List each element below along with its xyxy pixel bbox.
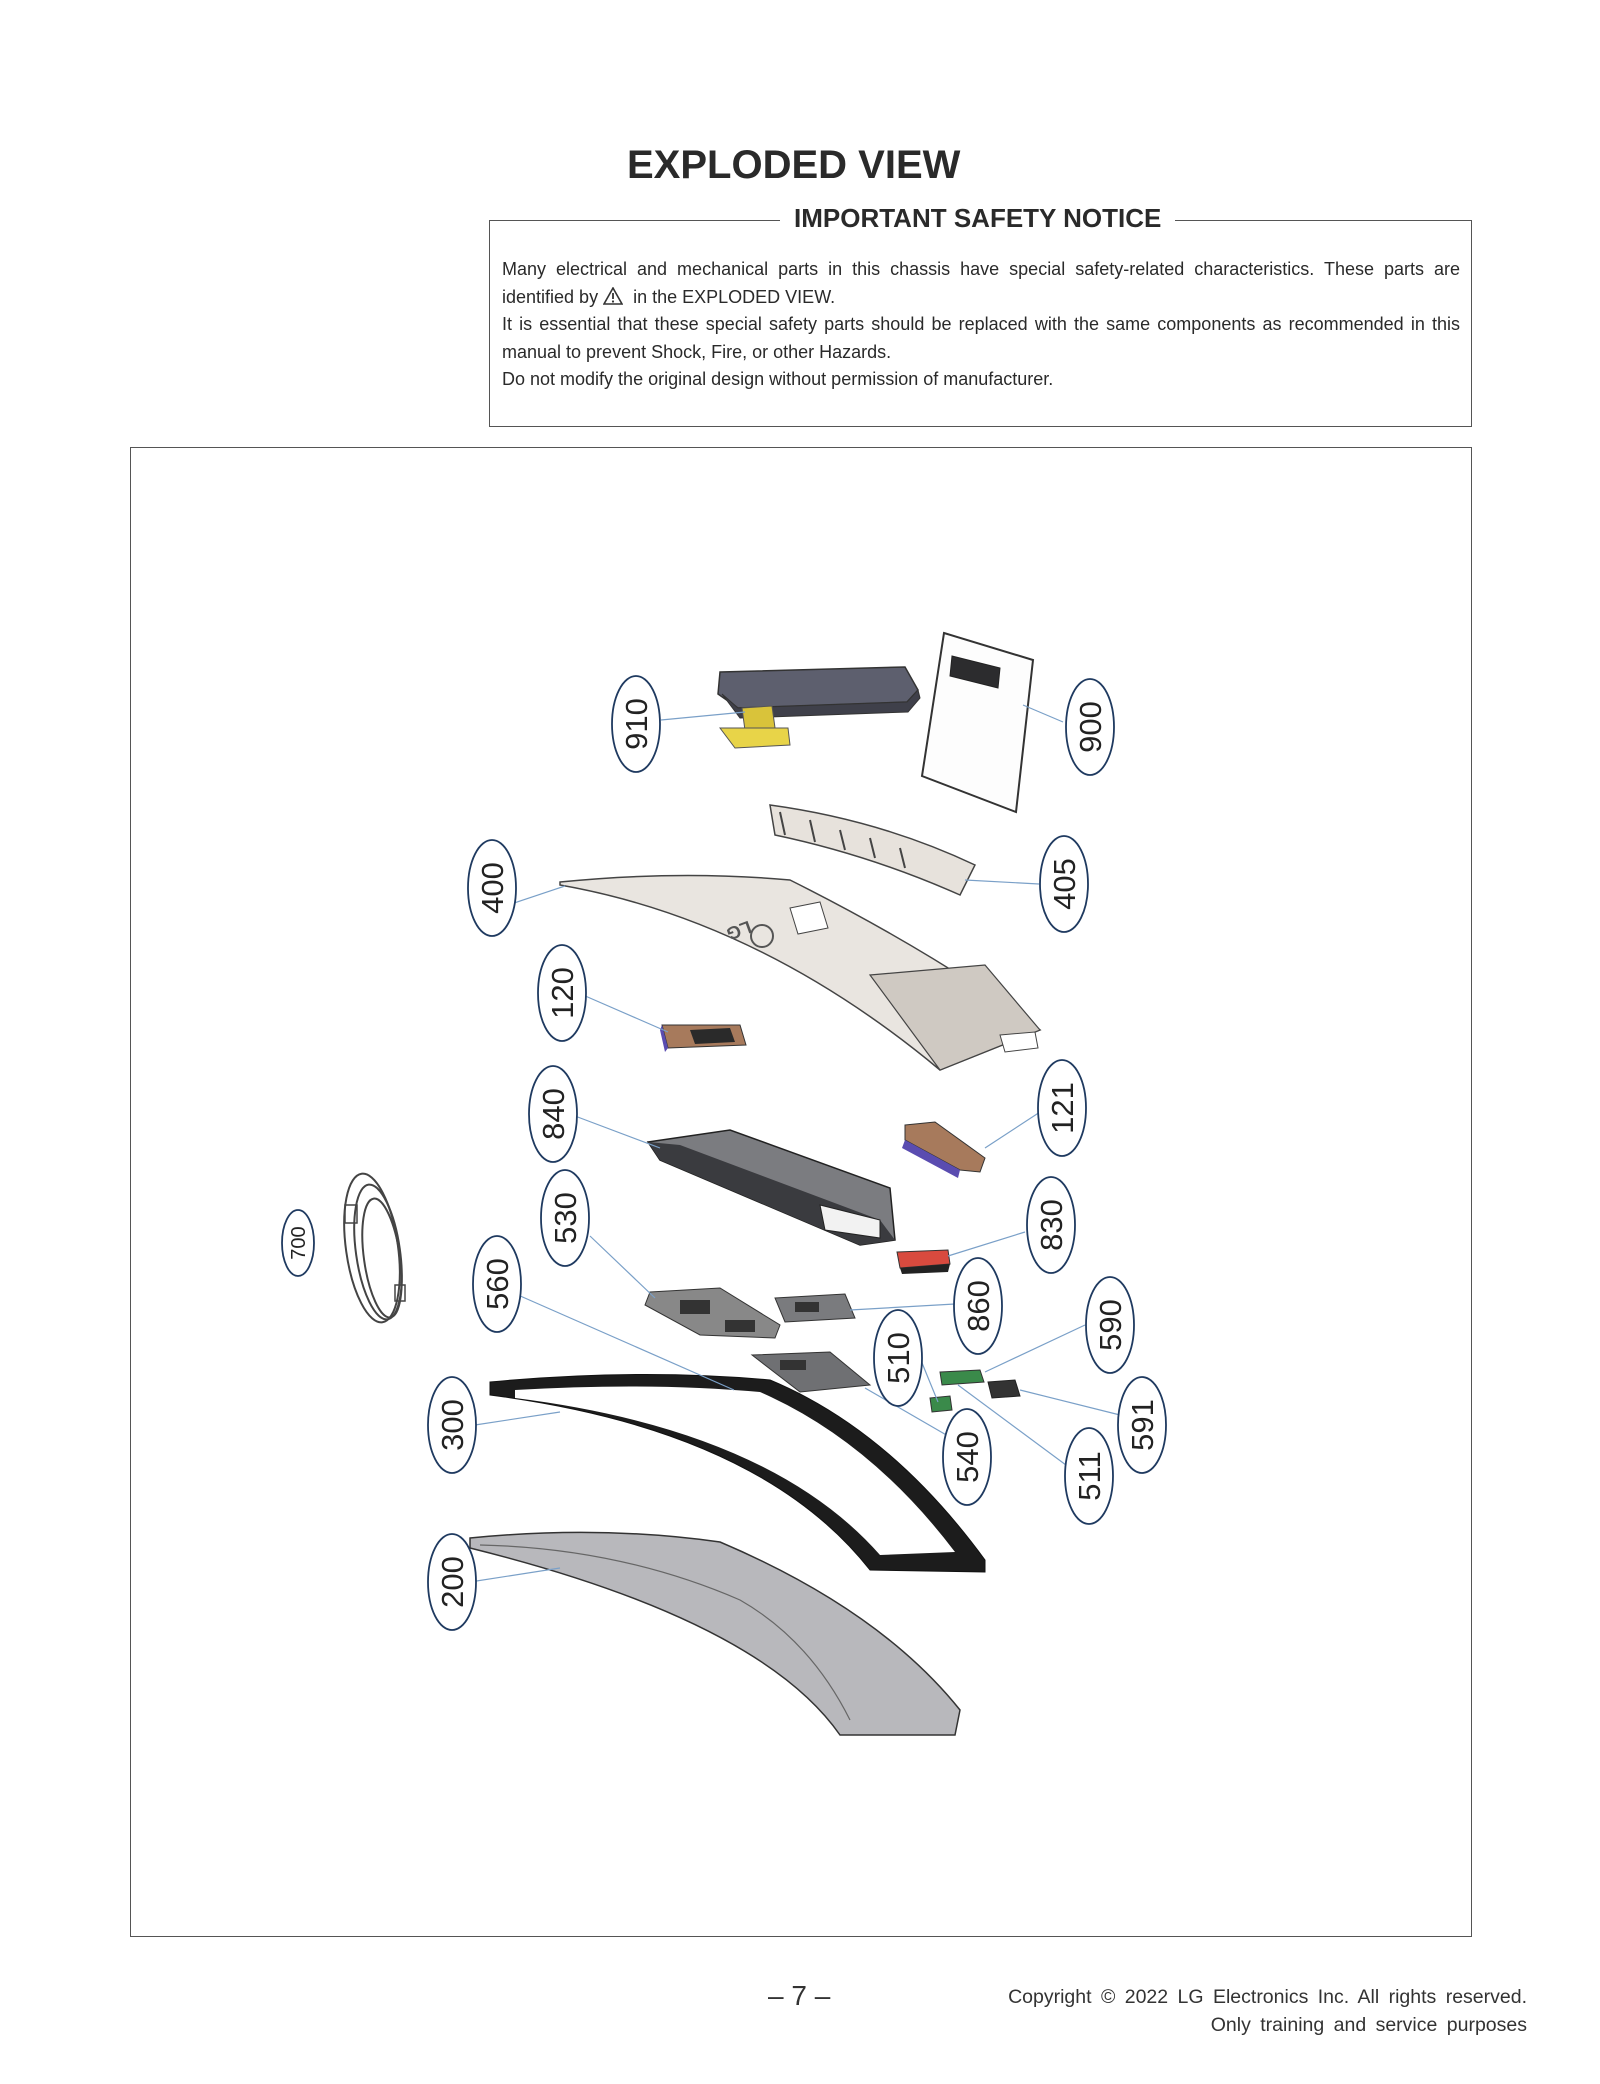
callout-510: 510 xyxy=(881,1332,916,1384)
stand-plate-part xyxy=(922,633,1033,812)
stand-base-part xyxy=(718,667,920,748)
power-cord-part xyxy=(336,1170,409,1326)
board-530-part xyxy=(645,1288,780,1338)
notice-line-1b: in the EXPLODED VIEW. xyxy=(633,286,836,307)
back-cover-logo: LG xyxy=(723,916,755,945)
callout-300: 300 xyxy=(435,1399,470,1451)
board-120-part xyxy=(660,1025,746,1052)
board-860-part xyxy=(775,1294,855,1322)
purpose-line: Only training and service purposes xyxy=(1210,2014,1527,2036)
notice-line-2: It is essential that these special safety parts should be replaced with the same components as recommended in this manual to prevent Shock, Fire, or other Hazards. xyxy=(502,314,1460,362)
callout-830: 830 xyxy=(1034,1199,1069,1251)
safety-notice-heading: IMPORTANT SAFETY NOTICE xyxy=(780,203,1175,234)
callout-121: 121 xyxy=(1045,1082,1080,1134)
callout-400: 400 xyxy=(475,862,510,914)
callout-120: 120 xyxy=(545,967,580,1019)
top-cover-part xyxy=(770,805,975,895)
callout-860: 860 xyxy=(961,1280,996,1332)
callout-405: 405 xyxy=(1047,858,1082,910)
callout-700: 700 xyxy=(288,1226,310,1260)
notice-line-1a: Many electrical and mechanical parts in this chassis have special safety-related characteristics. These parts are identified by xyxy=(502,259,1460,307)
board-121-part xyxy=(902,1122,985,1178)
callout-560: 560 xyxy=(480,1258,515,1310)
board-830-part xyxy=(897,1250,950,1274)
callout-530: 530 xyxy=(548,1192,583,1244)
callout-900: 900 xyxy=(1073,701,1108,753)
page-number: – 7 – xyxy=(768,1980,831,2011)
copyright-line: Copyright © 2022 LG Electronics Inc. All rights reserved. xyxy=(1008,1986,1527,2008)
callout-200: 200 xyxy=(435,1556,470,1608)
callout-540: 540 xyxy=(950,1431,985,1483)
back-cover-part xyxy=(560,875,1040,1070)
callout-840: 840 xyxy=(536,1088,571,1140)
notice-line-3: Do not modify the original design without permission of manufacturer. xyxy=(502,369,1054,389)
page-title: EXPLODED VIEW xyxy=(627,143,961,187)
callout-590: 590 xyxy=(1093,1299,1128,1351)
chassis-part xyxy=(648,1130,895,1245)
callout-591: 591 xyxy=(1125,1399,1160,1451)
callout-511: 511 xyxy=(1072,1451,1107,1501)
copyright-footer xyxy=(1008,1983,1527,2039)
callout-910: 910 xyxy=(619,698,654,750)
